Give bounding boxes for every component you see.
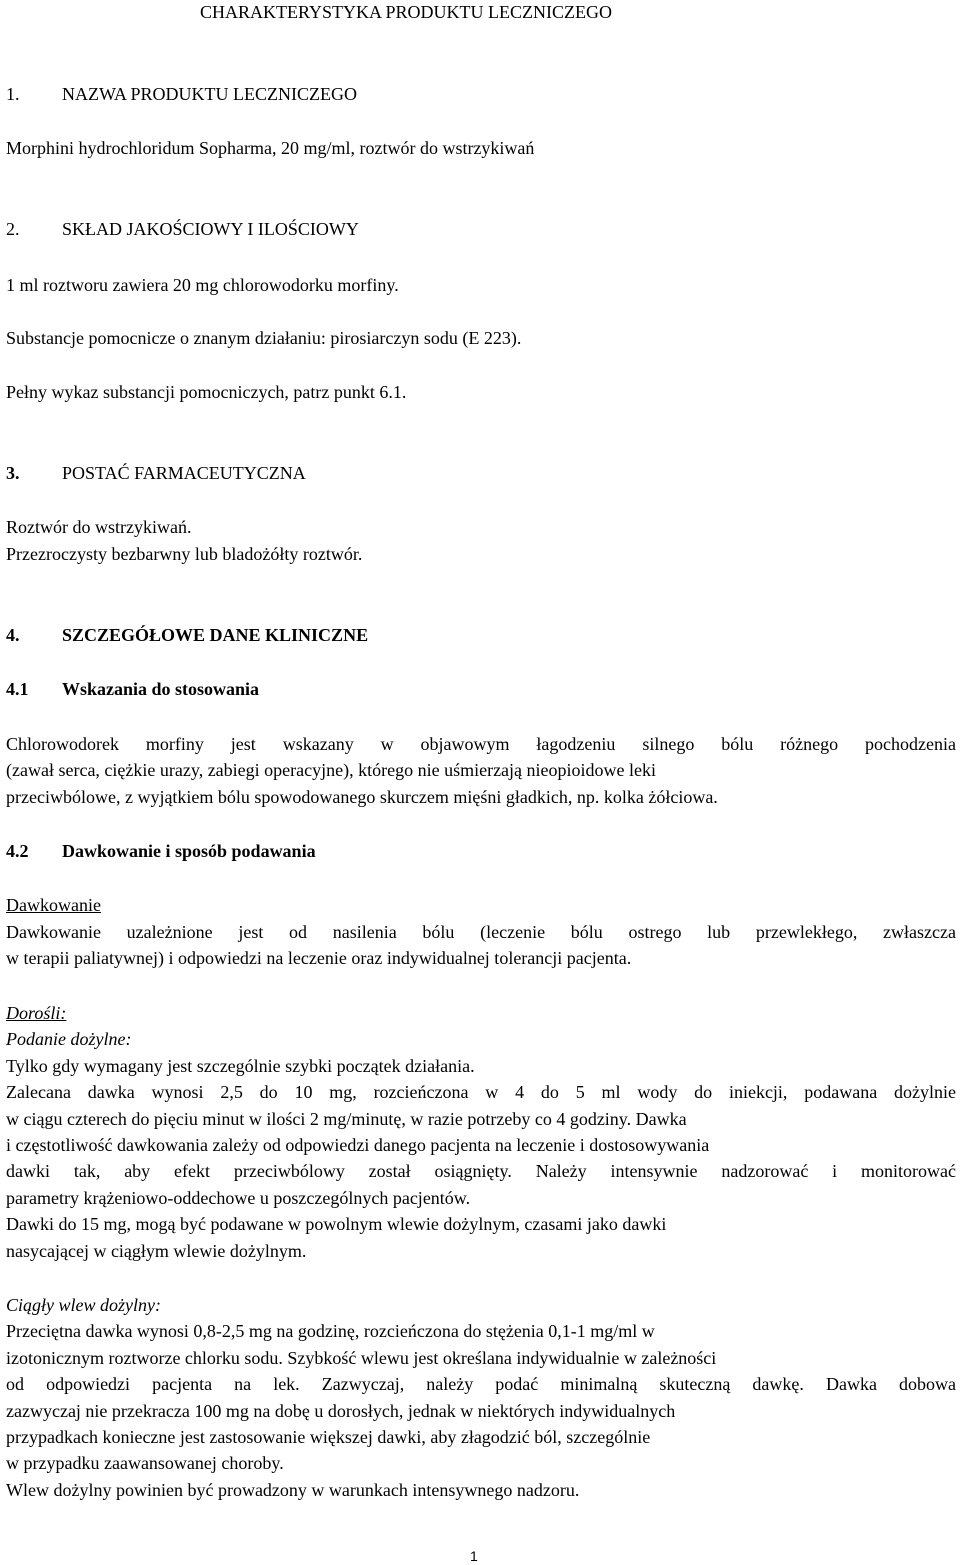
paragraph-line: w ciągu czterech do pięciu minut w ilości 2 mg/minutę, w razie potrzeby co 4 godziny. Dawka <box>6 1109 687 1129</box>
section-3-heading <box>6 462 306 484</box>
section-4-heading <box>6 624 368 646</box>
section-number: 4.1 <box>6 679 29 699</box>
paragraph-line: Wlew dożylny powinien być prowadzony w warunkach intensywnego nadzoru. <box>6 1480 580 1500</box>
paragraph-line: zazwyczaj nie przekracza 100 mg na dobę u dorosłych, jednak w niektórych indywidualnych <box>6 1401 676 1421</box>
section-4-1-heading <box>6 678 259 700</box>
section-2-heading <box>6 218 359 240</box>
section-title: SKŁAD JAKOŚCIOWY I ILOŚCIOWY <box>62 219 359 239</box>
section-title: Wskazania do stosowania <box>62 679 260 699</box>
paragraph-line: przeciwbólowe, z wyjątkiem bólu spowodowanego skurczem mięśni gładkich, np. kolka żółciowa. <box>6 787 718 807</box>
section-4-2-heading <box>6 840 316 862</box>
section-number: 4.2 <box>6 841 29 861</box>
section-number: 4. <box>6 625 20 645</box>
paragraph-line: Pełny wykaz substancji pomocniczych, patrz punkt 6.1. <box>6 382 407 402</box>
paragraph-line: w terapii paliatywnej) i odpowiedzi na leczenie oraz indywidualnej tolerancji pacjenta. <box>6 948 632 968</box>
subheading-iv: Podanie dożylne: <box>6 1029 132 1049</box>
paragraph-line: w przypadku zaawansowanej choroby. <box>6 1453 284 1473</box>
section-title: Dawkowanie i sposób podawania <box>62 841 316 861</box>
paragraph-line: nasycającej w ciągłym wlewie dożylnym. <box>6 1241 307 1261</box>
paragraph-line: Substancje pomocnicze o znanym działaniu: pirosiarczyn sodu (E 223). <box>6 328 522 348</box>
section-title: POSTAĆ FARMACEUTYCZNA <box>62 463 306 483</box>
section-number: 3. <box>6 463 20 483</box>
paragraph-line: Zalecana dawka wynosi 2,5 do 10 mg, rozcieńczona w 4 do 5 ml wody do iniekcji, podawana dożylnie <box>6 1082 956 1102</box>
paragraph-line: Przeciętna dawka wynosi 0,8-2,5 mg na godzinę, rozcieńczona do stężenia 0,1-1 mg/ml w <box>6 1321 655 1341</box>
paragraph-line: od odpowiedzi pacjenta na lek. Zazwyczaj, należy podać minimalną skuteczną dawkę. Dawka dobowa <box>6 1374 956 1394</box>
section-number: 2. <box>6 219 20 239</box>
paragraph-line: 1 ml roztworu zawiera 20 mg chlorowodorku morfiny. <box>6 275 399 295</box>
paragraph-line: Chlorowodorek morfiny jest wskazany w objawowym łagodzeniu silnego bólu różnego pochodzenia <box>6 734 956 754</box>
section-title: NAZWA PRODUKTU LECZNICZEGO <box>62 84 357 104</box>
paragraph-line: Dawki do 15 mg, mogą być podawane w powolnym wlewie dożylnym, czasami jako dawki <box>6 1214 667 1234</box>
paragraph-line: parametry krążeniowo-oddechowe u poszczególnych pacjentów. <box>6 1188 471 1208</box>
section-number: 1. <box>6 84 20 104</box>
paragraph-line: i częstotliwość dawkowania zależy od odpowiedzi danego pacjenta na leczenie i dostosowywania <box>6 1135 710 1155</box>
subheading-dosage: Dawkowanie <box>6 895 101 915</box>
paragraph-line: przypadkach konieczne jest zastosowanie większej dawki, aby złagodzić ból, szczególnie <box>6 1427 651 1447</box>
paragraph-line: Roztwór do wstrzykiwań. <box>6 517 192 537</box>
section-title: SZCZEGÓŁOWE DANE KLINICZNE <box>62 625 369 645</box>
paragraph-line: dawki tak, aby efekt przeciwbólowy został osiągnięty. Należy intensywnie nadzorować i monitorować <box>6 1161 956 1181</box>
paragraph-line: (zawał serca, ciężkie urazy, zabiegi operacyjne), którego nie uśmierzają nieopioidowe leki <box>6 760 657 780</box>
page-number: 1 <box>470 1548 478 1564</box>
document-title: CHARAKTERYSTYKA PRODUKTU LECZNICZEGO <box>200 2 613 22</box>
paragraph-line: izotonicznym roztworze chlorku sodu. Szybkość wlewu jest określana indywidualnie w zależności <box>6 1348 717 1368</box>
paragraph-line: Tylko gdy wymagany jest szczególnie szybki początek działania. <box>6 1056 475 1076</box>
product-name: Morphini hydrochloridum Sopharma, 20 mg/ml, roztwór do wstrzykiwań <box>6 138 535 158</box>
paragraph-line: Przezroczysty bezbarwny lub bladożółty roztwór. <box>6 544 363 564</box>
paragraph-line: Dawkowanie uzależnione jest od nasilenia bólu (leczenie bólu ostrego lub przewlekłego, zwłaszcza <box>6 922 956 942</box>
subheading-continuous-infusion: Ciągły wlew dożylny: <box>6 1295 161 1315</box>
subheading-adults: Dorośli: <box>6 1003 67 1023</box>
section-1-heading <box>6 83 357 105</box>
